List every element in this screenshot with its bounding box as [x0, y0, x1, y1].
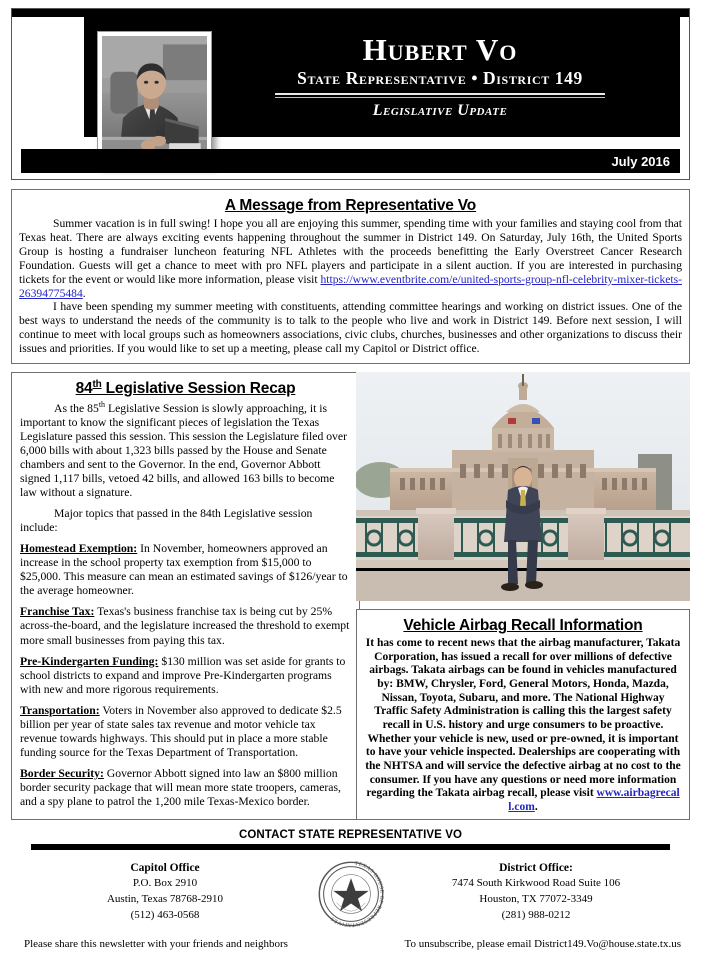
- recap-title: [20, 379, 351, 398]
- contact-offices: [6, 860, 695, 936]
- topic-label: Franchise Tax:: [20, 605, 95, 619]
- capitol-office-line-1: P.O. Box 2910: [132, 877, 198, 890]
- capitol-office-line-2: Austin, Texas 78768-2910: [106, 892, 224, 905]
- topic-label: Transportation:: [20, 703, 100, 717]
- main-columns: [11, 372, 690, 822]
- contact-divider-bar: [31, 844, 670, 850]
- legislative-recap-section: [11, 372, 360, 820]
- recap-title-rest: Legislative Session Recap: [101, 380, 296, 398]
- texas-house-seal-icon: [315, 858, 387, 930]
- topic-pre-kindergarten-funding: [20, 655, 351, 697]
- contact-footer: [6, 829, 695, 964]
- eventbrite-link[interactable]: https://www.eventbrite.com/e/united-sports-group-nfl-celebrity-mixer-tickets-26394775484: [19, 272, 682, 300]
- recap-title-number: 84: [75, 380, 93, 398]
- representative-name: Hubert Vo: [362, 32, 518, 68]
- recap-title-superscript: th: [92, 379, 102, 390]
- newsletter-page: [0, 8, 701, 957]
- message-p1-text-before-link: Summer vacation is in full swing! I hope you all are enjoying this summer, spending time with your families and staying cool from that Texas heat. There are always exciting events happening throughout the summer in District 149. On Saturday, July 16th, the United Sports Group is hosting a fundraiser luncheon featuring NFL Athletes with the proceeds benefitting the Early Overstreet Cancer Research Foundation. Guests will get a chance to meet with pro NFL players and participate in a silent auction. If you are interested in purchasing tickets for the event or would like more information, please visit: [19, 217, 682, 286]
- message-paragraph-1: [19, 217, 682, 300]
- capitol-office-phone: (512) 463-0568: [130, 908, 200, 921]
- masthead: [11, 8, 690, 180]
- topic-text: Governor Abbott signed into law an $800 million border security package that will mean more state troopers, cameras, and a spy plane to patrol the 1,200 mile Texas-Mexico border.: [20, 766, 341, 808]
- airbag-text-before-link: It has come to recent news that the airbag manufacturer, Takata Corporation, has issued a recall for over millions of defective airbags. Takata airbags can be found in vehicles manufactured by: BMW, Chrysler, Ford, General Motors, Honda, Mazda, Nissan, Toyota, Subaru, and more. The National Highway Traffic Safety Administration is calling this the largest safety recall in U.S. history and urge consumers to be proactive. Whether your vehicle is new, used or pre-owned, it is important to have your vehicle inspected. Dealerships are cooperating with the NHTSA and will service the defective airbag at no cost to the consumer. If you have any questions or need more information regarding the Takata airbag recall, please visit: [365, 637, 681, 800]
- topic-homestead-exemption: [20, 542, 351, 598]
- topic-label: Border Security:: [20, 766, 104, 780]
- recap-intro-a: As the 85: [54, 402, 99, 416]
- portrait-photo-representative: [102, 36, 207, 160]
- svg-text:TEXAS HOUSE OF REPRESENTATIVES: TEXAS HOUSE OF REPRESENTATIVES: [328, 860, 385, 928]
- message-title: A Message from Representative Vo: [224, 197, 477, 214]
- banner-text-block: [214, 17, 666, 137]
- airbagrecall-link[interactable]: www.airbagrecall.com: [508, 787, 680, 814]
- district-office-block: [391, 860, 681, 923]
- issue-date: July 2016: [611, 153, 670, 169]
- portrait-frame: [97, 31, 212, 165]
- district-office-phone: (281) 988-0212: [501, 908, 571, 921]
- recap-intro-b: Legislative Session is slowly approaching, it is important to know the significant pieces of legislation the Texas Legislature passed this session. This session the Legislature filed over 6,000 bills with about 1,323 bills passed by the House and Senate chambers and sent to the Governor. In the end, Governor Abbott signed 1,117 bills, vetoed 42 bills, and allowed 163 bills to become law without a signature.: [20, 402, 347, 500]
- message-paragraph-2: I have been spending my summer meeting with constituents, attending committee hearings and working on district issues. One of the best ways to understand the needs of the community is to talk to the people who live and work in District 149. Before next session, I will continue to meet with local groups such as homeowners associations, civic clubs, churches, businesses and other organizations to discuss their issues and priorities. If you would like to set up a meeting, please call my Capitol or District office.: [19, 300, 682, 356]
- topic-text: $130 million was set aside for grants to school districts to expand and improve Pre-Kindergarten programs with new and more rigorous requirements.: [20, 654, 346, 696]
- recap-intro-paragraph: [20, 400, 351, 500]
- topic-transportation: [20, 704, 351, 760]
- topic-text: Voters in November also approved to dedicate $2.5 billion per year of state sales tax revenue and motor vehicle tax revenue towards highways. This should put in place a more stable funding source for the Texas Department of Transportation.: [20, 703, 342, 759]
- topic-border-security: [20, 767, 351, 809]
- recap-major-topics-line: Major topics that passed in the 84th Legislative session include:: [20, 507, 313, 535]
- banner-divider-rule: [275, 93, 605, 98]
- message-section: [11, 189, 690, 364]
- district-office-title: District Office:: [499, 862, 573, 874]
- recap-intro-superscript: th: [98, 400, 106, 410]
- topic-franchise-tax: [20, 605, 351, 647]
- district-office-line-1: 7474 South Kirkwood Road Suite 106: [451, 877, 621, 890]
- masthead-top-bar: [12, 9, 689, 17]
- capitol-office-block: [30, 860, 300, 923]
- banner-tagline: Legislative Update: [372, 101, 508, 119]
- district-office-line-2: Houston, TX 77072-3349: [479, 892, 593, 905]
- representative-subtitle: State Representative • District 149: [297, 67, 583, 88]
- texas-capitol-photo: [356, 372, 690, 601]
- airbag-body: [365, 637, 681, 815]
- topic-label: Homestead Exemption:: [20, 542, 138, 556]
- airbag-text-after-link: .: [534, 801, 538, 814]
- topic-label: Pre-Kindergarten Funding:: [20, 654, 159, 668]
- share-note: Please share this newsletter with your friends and neighbors: [24, 938, 288, 950]
- topic-text: Texas's business franchise tax is being cut by 25% across-the-board, and the legislature increased the threshold to exempt more small businesses from paying this tax.: [20, 605, 350, 647]
- airbag-title: Vehicle Airbag Recall Information: [403, 617, 643, 634]
- right-column: [356, 372, 690, 820]
- contact-heading: CONTACT STATE REPRESENTATIVE VO: [238, 829, 463, 841]
- unsubscribe-note: To unsubscribe, please email District149.Vo@house.state.tx.us: [404, 938, 681, 950]
- capitol-office-title: Capitol Office: [130, 862, 200, 874]
- airbag-recall-section: [356, 609, 690, 820]
- message-p1-text-after-link: .: [82, 286, 86, 300]
- topic-text: In November, homeowners approved an increase in the school property tax exemption from $15,000 to $25,000. This measure can mean an estimated savings of $126/year to the average homeowner.: [20, 542, 348, 598]
- footer-notes: [6, 938, 695, 964]
- masthead-bottom-bar: [21, 149, 680, 173]
